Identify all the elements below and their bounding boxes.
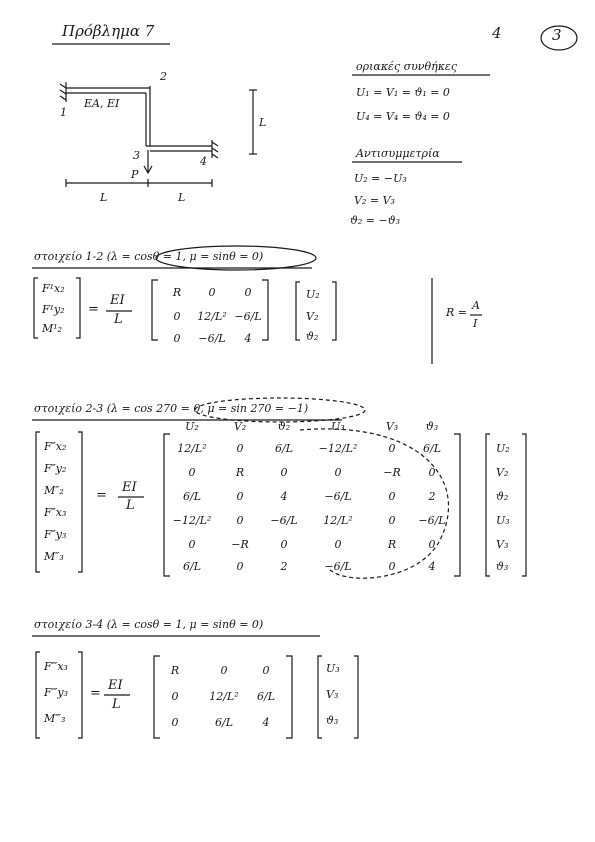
e23-matrix-cell: −6/L xyxy=(324,490,352,503)
e23-matrix-cell: −R xyxy=(231,538,249,551)
node-label-3: 3 xyxy=(133,149,140,162)
e34-matrix-cell: 4 xyxy=(262,716,270,729)
e34-matrix-cell: 0 xyxy=(171,716,179,729)
e12-disp-2: ϑ₂ xyxy=(306,330,319,343)
e23-factor-num: EI xyxy=(122,480,137,495)
e23-disp-5: ϑ₃ xyxy=(496,560,509,573)
e23-matrix-cell: 6/L xyxy=(422,442,441,455)
boundary-eq-1: U₁ = V₁ = ϑ₁ = 0 xyxy=(356,86,450,99)
r-definition-lhs: R = xyxy=(446,306,467,319)
e23-column-label: ϑ₂ xyxy=(277,420,291,433)
e34-matrix-cell: 6/L xyxy=(256,690,275,703)
e23-matrix-cell: 2 xyxy=(428,490,436,503)
e23-column-label: V₂ xyxy=(233,420,247,433)
e23-matrix-cell: 0 xyxy=(428,466,436,479)
e34-matrix-cell: 6/L xyxy=(214,716,233,729)
e23-matrix-cell: −12/L² xyxy=(318,442,358,455)
e12-factor-den: L xyxy=(114,312,123,327)
e23-matrix-cell: 0 xyxy=(334,538,342,551)
e23-matrix-cell: 0 xyxy=(388,514,396,527)
page-title: Πρόβλημα 7 xyxy=(62,22,155,40)
element-23-heading: στοιχείο 2-3 (λ = cos 270 = 0, μ = sin 270 = −1) xyxy=(34,402,309,415)
e23-matrix-cell: −6/L xyxy=(270,514,298,527)
antisymmetry-heading: Αντισυμμετρία xyxy=(356,147,440,160)
span-label-right: L xyxy=(178,191,186,204)
page-number: 4 xyxy=(492,24,502,42)
e23-matrix-cell: −6/L xyxy=(418,514,446,527)
antisymmetry-eq-3: ϑ₂ = −ϑ₃ xyxy=(350,214,400,227)
e34-matrix-cell: 0 xyxy=(262,664,270,677)
boundary-heading: οριακές συνθήκες xyxy=(356,60,457,73)
e34-disp-0: U₃ xyxy=(326,662,340,675)
e23-matrix-cell: 6/L xyxy=(274,442,293,455)
node-label-2: 2 xyxy=(160,70,167,83)
node-label-4: 4 xyxy=(200,155,207,168)
section-properties-label: EA, EI xyxy=(84,97,120,110)
e34-disp-1: V₃ xyxy=(326,688,339,701)
e23-column-label: U₃ xyxy=(331,420,345,433)
e34-matrix-cell: 12/L² xyxy=(209,690,239,703)
e23-disp-4: V₃ xyxy=(496,538,509,551)
e23-matrix-cell: 0 xyxy=(334,466,342,479)
antisymmetry-eq-2: V₂ = V₃ xyxy=(354,194,395,207)
e34-matrix-cell: 0 xyxy=(171,690,179,703)
e23-matrix-cell: 12/L² xyxy=(323,514,353,527)
e12-force-2: M¹₂ xyxy=(42,322,63,335)
e23-matrix-cell: 0 xyxy=(236,490,244,503)
e23-matrix-cell: −R xyxy=(383,466,401,479)
e23-matrix-cell: −12/L² xyxy=(172,514,212,527)
e12-matrix-cell: R xyxy=(172,286,182,299)
element-12-heading: στοιχείο 1-2 (λ = cosθ = 1, μ = sinθ = 0) xyxy=(34,250,264,263)
e12-factor-num: EI xyxy=(110,293,125,308)
e12-matrix-cell: −6/L xyxy=(234,310,262,323)
circled-page-number: 3 xyxy=(552,26,562,44)
e23-matrix-cell: 0 xyxy=(236,560,244,573)
e23-factor-den: L xyxy=(126,498,135,513)
e34-disp-2: ϑ₃ xyxy=(326,714,339,727)
e23-matrix-cell: R xyxy=(235,466,245,479)
e23-matrix-cell: 6/L xyxy=(182,490,201,503)
e23-matrix-cell: 0 xyxy=(388,442,396,455)
e23-force-0: F″x₂ xyxy=(44,440,67,453)
e23-matrix-cell: 0 xyxy=(236,514,244,527)
node-label-1: 1 xyxy=(60,106,67,119)
e34-factor-den: L xyxy=(112,697,121,712)
antisymmetry-eq-1: U₂ = −U₃ xyxy=(354,172,407,185)
e23-disp-2: ϑ₂ xyxy=(496,490,509,503)
e23-matrix-cell: R xyxy=(387,538,397,551)
e12-force-0: F¹x₂ xyxy=(42,282,65,295)
e23-matrix-cell: 0 xyxy=(188,538,196,551)
load-label: P xyxy=(131,168,139,181)
span-label-left: L xyxy=(100,191,108,204)
e23-column-label: U₂ xyxy=(185,420,199,433)
e23-matrix-cell: 0 xyxy=(280,466,288,479)
e23-force-3: F″x₃ xyxy=(44,506,67,519)
element-34-heading: στοιχείο 3-4 (λ = cosθ = 1, μ = sinθ = 0) xyxy=(34,618,264,631)
e34-force-2: M‴₃ xyxy=(44,712,66,725)
e23-column-label: V₃ xyxy=(385,420,399,433)
e12-matrix-cell: 4 xyxy=(244,332,252,345)
e34-factor-num: EI xyxy=(108,678,123,693)
e34-force-1: F‴y₃ xyxy=(44,686,68,699)
e23-matrix-cell: 4 xyxy=(428,560,436,573)
e23-disp-1: V₂ xyxy=(496,466,509,479)
e12-matrix-cell: 0 xyxy=(244,286,252,299)
e23-matrix-cell: 0 xyxy=(188,466,196,479)
e23-matrix-cell: 0 xyxy=(428,538,436,551)
e12-matrix-cell: 12/L² xyxy=(197,310,227,323)
e23-force-5: M″₃ xyxy=(44,550,64,563)
boundary-eq-2: U₄ = V₄ = ϑ₄ = 0 xyxy=(356,110,450,123)
e23-matrix-cell: 0 xyxy=(388,560,396,573)
e23-force-1: F″y₂ xyxy=(44,462,67,475)
height-dimension-label: L xyxy=(259,116,267,129)
e23-disp-0: U₂ xyxy=(496,442,510,455)
e23-matrix-cell: 0 xyxy=(280,538,288,551)
e23-column-label: ϑ₃ xyxy=(425,420,439,433)
e23-force-2: M″₂ xyxy=(44,484,64,497)
e23-matrix-cell: 0 xyxy=(236,442,244,455)
e23-disp-3: U₃ xyxy=(496,514,510,527)
e12-matrix-cell: −6/L xyxy=(198,332,226,345)
r-definition-num: A xyxy=(472,299,480,312)
e34-force-0: F‴x₃ xyxy=(44,660,68,673)
e23-force-4: F″y₃ xyxy=(44,528,67,541)
e12-matrix-cell: 0 xyxy=(173,332,181,345)
e12-disp-1: V₂ xyxy=(306,310,319,323)
e23-matrix-cell: 12/L² xyxy=(177,442,207,455)
e12-matrix-cell: 0 xyxy=(208,286,216,299)
r-definition-den: I xyxy=(473,317,478,330)
e12-disp-0: U₂ xyxy=(306,288,320,301)
e12-matrix-cell: 0 xyxy=(173,310,181,323)
e34-matrix-cell: R xyxy=(170,664,180,677)
e23-matrix-cell: −6/L xyxy=(324,560,352,573)
e34-matrix-cell: 0 xyxy=(220,664,228,677)
e23-matrix-cell: 6/L xyxy=(182,560,201,573)
e23-matrix-cell: 0 xyxy=(388,490,396,503)
e23-matrix-cell: 2 xyxy=(280,560,288,573)
e23-matrix-cell: 4 xyxy=(280,490,288,503)
e12-force-1: F¹y₂ xyxy=(42,303,65,316)
